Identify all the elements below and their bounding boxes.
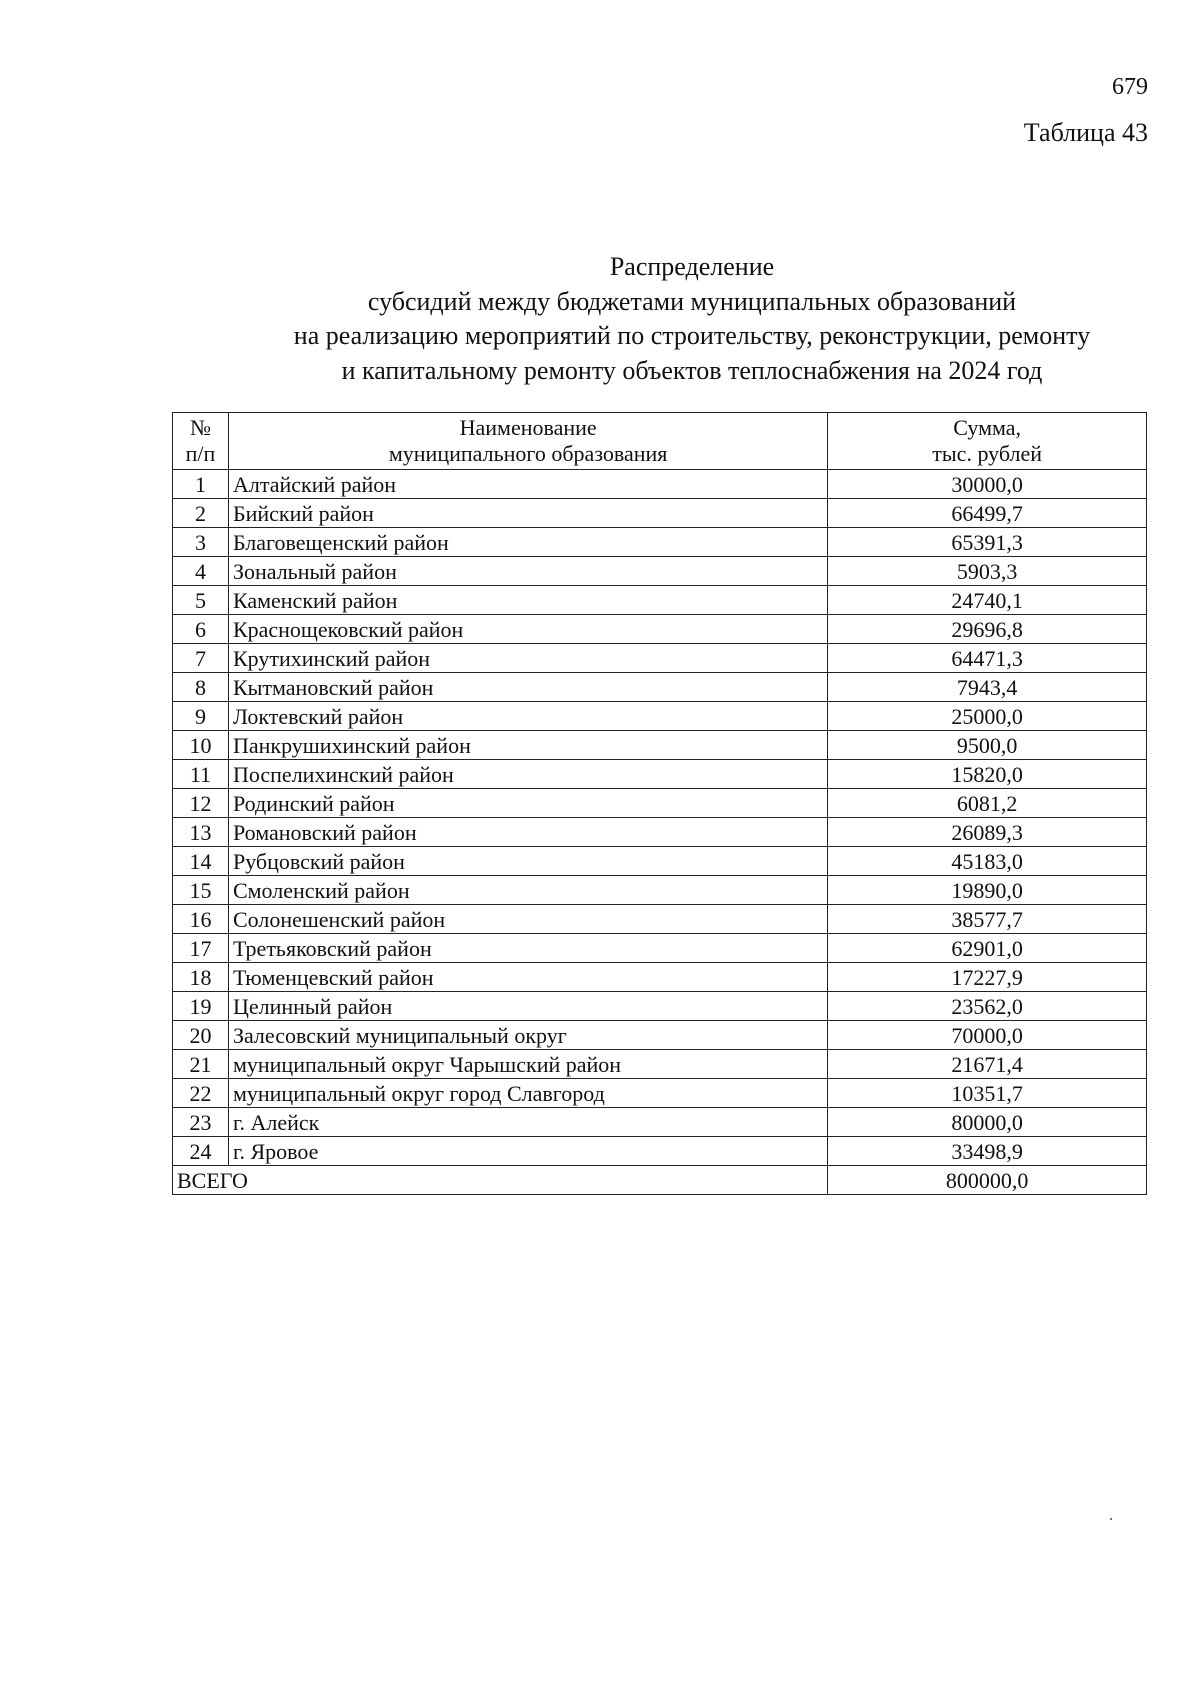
- row-number: 17: [173, 934, 229, 963]
- row-municipality: Солонешенский район: [228, 905, 827, 934]
- subsidy-distribution-table: [172, 412, 1147, 1195]
- header-sum-line: Сумма,: [953, 415, 1022, 440]
- table-body: [173, 470, 1147, 1166]
- table-row: [173, 992, 1147, 1021]
- row-municipality: Кытмановский район: [228, 673, 827, 702]
- table-row: [173, 586, 1147, 615]
- scan-speck: [1110, 1518, 1112, 1520]
- row-sum: 15820,0: [828, 760, 1147, 789]
- table-label: Таблица 43: [1023, 118, 1148, 147]
- row-sum: 25000,0: [828, 702, 1147, 731]
- table-row: [173, 789, 1147, 818]
- row-sum: 24740,1: [828, 586, 1147, 615]
- table-row: [173, 673, 1147, 702]
- table-row: [173, 470, 1147, 499]
- row-number: 8: [173, 673, 229, 702]
- row-municipality: г. Яровое: [228, 1137, 827, 1166]
- row-sum: 9500,0: [828, 731, 1147, 760]
- row-number: 19: [173, 992, 229, 1021]
- row-number: 20: [173, 1021, 229, 1050]
- row-municipality: Краснощековский район: [228, 615, 827, 644]
- row-number: 13: [173, 818, 229, 847]
- row-sum: 33498,9: [828, 1137, 1147, 1166]
- table-row: [173, 528, 1147, 557]
- table-row: [173, 615, 1147, 644]
- header-number: [173, 413, 229, 470]
- total-sum: 800000,0: [828, 1166, 1147, 1195]
- row-number: 11: [173, 760, 229, 789]
- total-label: ВСЕГО: [173, 1166, 828, 1195]
- row-sum: 19890,0: [828, 876, 1147, 905]
- row-sum: 62901,0: [828, 934, 1147, 963]
- row-number: 12: [173, 789, 229, 818]
- row-sum: 30000,0: [828, 470, 1147, 499]
- table-row: [173, 1050, 1147, 1079]
- row-municipality: Родинский район: [228, 789, 827, 818]
- row-sum: 29696,8: [828, 615, 1147, 644]
- row-municipality: Алтайский район: [228, 470, 827, 499]
- header-name: [228, 413, 827, 470]
- row-number: 16: [173, 905, 229, 934]
- row-municipality: Крутихинский район: [228, 644, 827, 673]
- table-row: [173, 644, 1147, 673]
- table-row: [173, 847, 1147, 876]
- row-municipality: Каменский район: [228, 586, 827, 615]
- title-line: и капитальному ремонту объектов теплоснабжения на 2024 год: [341, 355, 1043, 385]
- table-row: [173, 1021, 1147, 1050]
- table-row: [173, 876, 1147, 905]
- row-sum: 70000,0: [828, 1021, 1147, 1050]
- row-municipality: г. Алейск: [228, 1108, 827, 1137]
- row-number: 1: [173, 470, 229, 499]
- row-municipality: Поспелихинский район: [228, 760, 827, 789]
- row-number: 21: [173, 1050, 229, 1079]
- header-name-line: Наименование: [459, 415, 597, 440]
- row-municipality: Залесовский муниципальный округ: [228, 1021, 827, 1050]
- row-number: 6: [173, 615, 229, 644]
- row-municipality: Целинный район: [228, 992, 827, 1021]
- row-number: 5: [173, 586, 229, 615]
- title-line: субсидий между бюджетами муниципальных образований: [367, 286, 1017, 316]
- row-sum: 26089,3: [828, 818, 1147, 847]
- row-sum: 45183,0: [828, 847, 1147, 876]
- row-number: 14: [173, 847, 229, 876]
- table-row: [173, 963, 1147, 992]
- table-row: [173, 1108, 1147, 1137]
- row-municipality: муниципальный округ город Славгород: [228, 1079, 827, 1108]
- page-number: 679: [1112, 74, 1148, 100]
- row-municipality: Локтевский район: [228, 702, 827, 731]
- header-sum: [828, 413, 1147, 470]
- row-sum: 38577,7: [828, 905, 1147, 934]
- row-municipality: Бийский район: [228, 499, 827, 528]
- row-number: 3: [173, 528, 229, 557]
- row-number: 4: [173, 557, 229, 586]
- header-number-line: п/п: [185, 441, 216, 466]
- table-row: [173, 1137, 1147, 1166]
- row-sum: 80000,0: [828, 1108, 1147, 1137]
- row-number: 9: [173, 702, 229, 731]
- row-municipality: Романовский район: [228, 818, 827, 847]
- row-number: 10: [173, 731, 229, 760]
- row-number: 24: [173, 1137, 229, 1166]
- table-row: [173, 499, 1147, 528]
- row-sum: 21671,4: [828, 1050, 1147, 1079]
- row-municipality: муниципальный округ Чарышский район: [228, 1050, 827, 1079]
- row-number: 23: [173, 1108, 229, 1137]
- header-sum-line: тыс. рублей: [932, 441, 1043, 466]
- document-title: [172, 250, 1200, 388]
- row-number: 2: [173, 499, 229, 528]
- table-header-row: [173, 413, 1147, 470]
- row-sum: 65391,3: [828, 528, 1147, 557]
- row-sum: 7943,4: [828, 673, 1147, 702]
- header-name-line: муниципального образования: [388, 441, 668, 466]
- row-municipality: Третьяковский район: [228, 934, 827, 963]
- header-number-line: №: [189, 415, 211, 440]
- row-municipality: Панкрушихинский район: [228, 731, 827, 760]
- row-number: 18: [173, 963, 229, 992]
- table-row: [173, 934, 1147, 963]
- row-number: 15: [173, 876, 229, 905]
- row-sum: 6081,2: [828, 789, 1147, 818]
- row-municipality: Смоленский район: [228, 876, 827, 905]
- row-municipality: Зональный район: [228, 557, 827, 586]
- row-sum: 23562,0: [828, 992, 1147, 1021]
- table-row: [173, 557, 1147, 586]
- row-sum: 17227,9: [828, 963, 1147, 992]
- row-municipality: Рубцовский район: [228, 847, 827, 876]
- table-row: [173, 760, 1147, 789]
- row-sum: 10351,7: [828, 1079, 1147, 1108]
- table-row: [173, 1079, 1147, 1108]
- title-line: на реализацию мероприятий по строительству, реконструкции, ремонту: [293, 321, 1091, 350]
- table-row: [173, 731, 1147, 760]
- row-municipality: Тюменцевский район: [228, 963, 827, 992]
- table-row: [173, 905, 1147, 934]
- row-number: 7: [173, 644, 229, 673]
- row-sum: 66499,7: [828, 499, 1147, 528]
- table-row: [173, 818, 1147, 847]
- row-sum: 64471,3: [828, 644, 1147, 673]
- row-number: 22: [173, 1079, 229, 1108]
- total-row: [173, 1166, 1147, 1195]
- row-sum: 5903,3: [828, 557, 1147, 586]
- row-municipality: Благовещенский район: [228, 528, 827, 557]
- title-line: Распределение: [609, 252, 775, 281]
- table-row: [173, 702, 1147, 731]
